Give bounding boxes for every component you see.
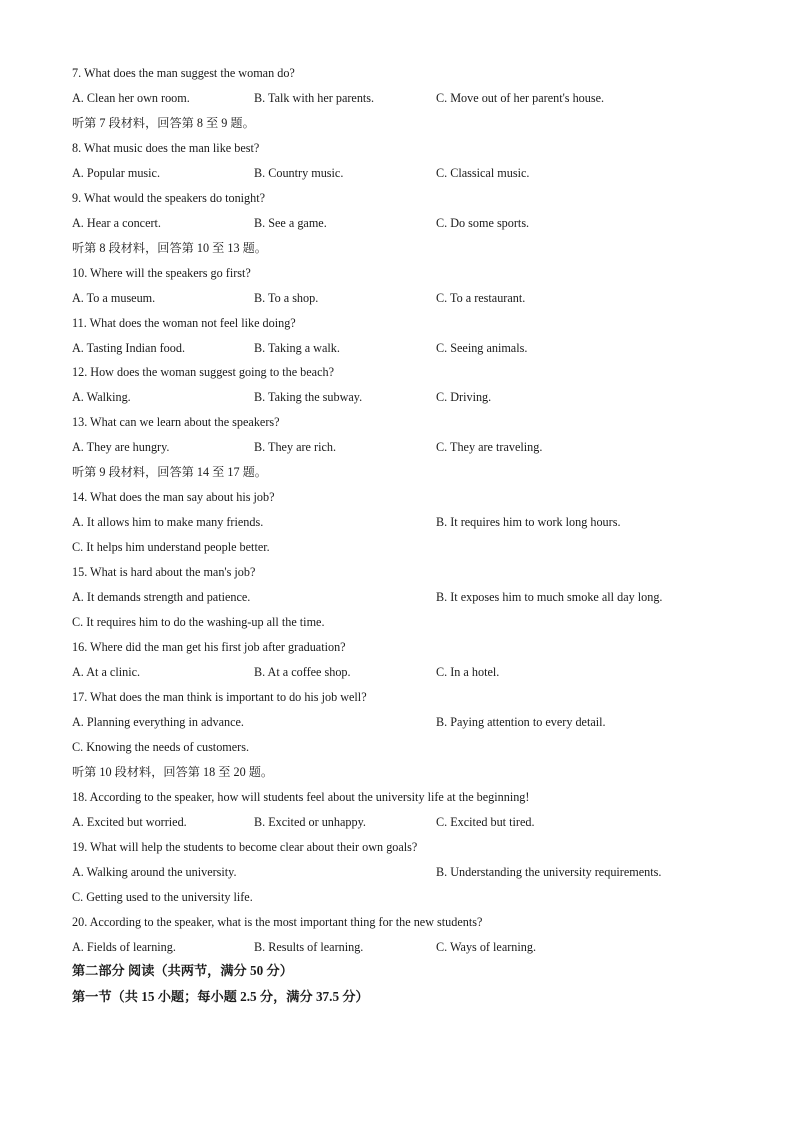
option-8c: C. Classical music. — [436, 166, 530, 180]
question-9: 9. What would the speakers do tonight? — [72, 191, 266, 205]
option-7b: B. Talk with her parents. — [254, 91, 375, 105]
option-11c: C. Seeing animals. — [436, 341, 528, 355]
option-12b: B. Taking the subway. — [254, 390, 363, 404]
question-7: 7. What does the man suggest the woman do? — [72, 66, 295, 80]
option-7a: A. Clean her own room. — [72, 91, 190, 105]
question-18: 18. According to the speaker, how will students feel about the university life at the beginning! — [72, 790, 530, 804]
option-13c: C. They are traveling. — [436, 440, 543, 454]
option-10a: A. To a museum. — [72, 291, 156, 305]
question-19: 19. What will help the students to become clear about their own goals? — [72, 840, 418, 854]
option-18b: B. Excited or unhappy. — [254, 815, 366, 829]
option-9c: C. Do some sports. — [436, 216, 530, 230]
question-13: 13. What can we learn about the speakers? — [72, 415, 280, 429]
option-17a: A. Planning everything in advance. — [72, 715, 244, 729]
option-19b: B. Understanding the university requirements. — [436, 865, 662, 879]
part-two-heading: 第二部分 阅读（共两节，满分 50 分） — [72, 963, 293, 978]
option-17c: C. Knowing the needs of customers. — [72, 740, 250, 754]
question-8: 8. What music does the man like best? — [72, 141, 260, 155]
section-instruction-8: 听第 8 段材料，回答第 10 至 13 题。 — [72, 241, 267, 255]
option-8a: A. Popular music. — [72, 166, 161, 180]
section-instruction-7: 听第 7 段材料，回答第 8 至 9 题。 — [72, 116, 255, 130]
option-12c: C. Driving. — [436, 390, 492, 404]
question-17: 17. What does the man think is important to do his job well? — [72, 690, 367, 704]
option-16a: A. At a clinic. — [72, 665, 141, 679]
option-16b: B. At a coffee shop. — [254, 665, 351, 679]
option-19c: C. Getting used to the university life. — [72, 890, 253, 904]
option-15a: A. It demands strength and patience. — [72, 590, 251, 604]
option-14a: A. It allows him to make many friends. — [72, 515, 264, 529]
option-12a: A. Walking. — [72, 390, 131, 404]
question-15: 15. What is hard about the man's job? — [72, 565, 256, 579]
option-10b: B. To a shop. — [254, 291, 319, 305]
option-15b: B. It exposes him to much smoke all day long. — [436, 590, 663, 604]
option-7c: C. Move out of her parent's house. — [436, 91, 605, 105]
question-16: 16. Where did the man get his first job after graduation? — [72, 640, 346, 654]
option-8b: B. Country music. — [254, 166, 344, 180]
option-20c: C. Ways of learning. — [436, 940, 536, 954]
section-instruction-10: 听第 10 段材料，回答第 18 至 20 题。 — [72, 765, 274, 779]
question-12: 12. How does the woman suggest going to the beach? — [72, 365, 334, 379]
option-17b: B. Paying attention to every detail. — [436, 715, 606, 729]
option-11a: A. Tasting Indian food. — [72, 341, 185, 355]
option-18a: A. Excited but worried. — [72, 815, 187, 829]
option-14b: B. It requires him to work long hours. — [436, 515, 621, 529]
option-10c: C. To a restaurant. — [436, 291, 526, 305]
option-9a: A. Hear a concert. — [72, 216, 161, 230]
option-20b: B. Results of learning. — [254, 940, 364, 954]
question-10: 10. Where will the speakers go first? — [72, 266, 251, 280]
question-14: 14. What does the man say about his job? — [72, 490, 275, 504]
option-9b: B. See a game. — [254, 216, 327, 230]
question-20: 20. According to the speaker, what is the most important thing for the new students? — [72, 915, 483, 929]
option-13b: B. They are rich. — [254, 440, 337, 454]
option-19a: A. Walking around the university. — [72, 865, 237, 879]
option-20a: A. Fields of learning. — [72, 940, 176, 954]
option-11b: B. Taking a walk. — [254, 341, 340, 355]
section-instruction-9: 听第 9 段材料，回答第 14 至 17 题。 — [72, 465, 267, 479]
question-11: 11. What does the woman not feel like doing? — [72, 316, 296, 330]
option-18c: C. Excited but tired. — [436, 815, 535, 829]
option-16c: C. In a hotel. — [436, 665, 500, 679]
section-one-heading: 第一节（共 15 小题；每小题 2.5 分，满分 37.5 分） — [72, 989, 369, 1004]
option-15c: C. It requires him to do the washing-up all the time. — [72, 615, 325, 629]
option-13a: A. They are hungry. — [72, 440, 170, 454]
option-14c: C. It helps him understand people better. — [72, 540, 270, 554]
